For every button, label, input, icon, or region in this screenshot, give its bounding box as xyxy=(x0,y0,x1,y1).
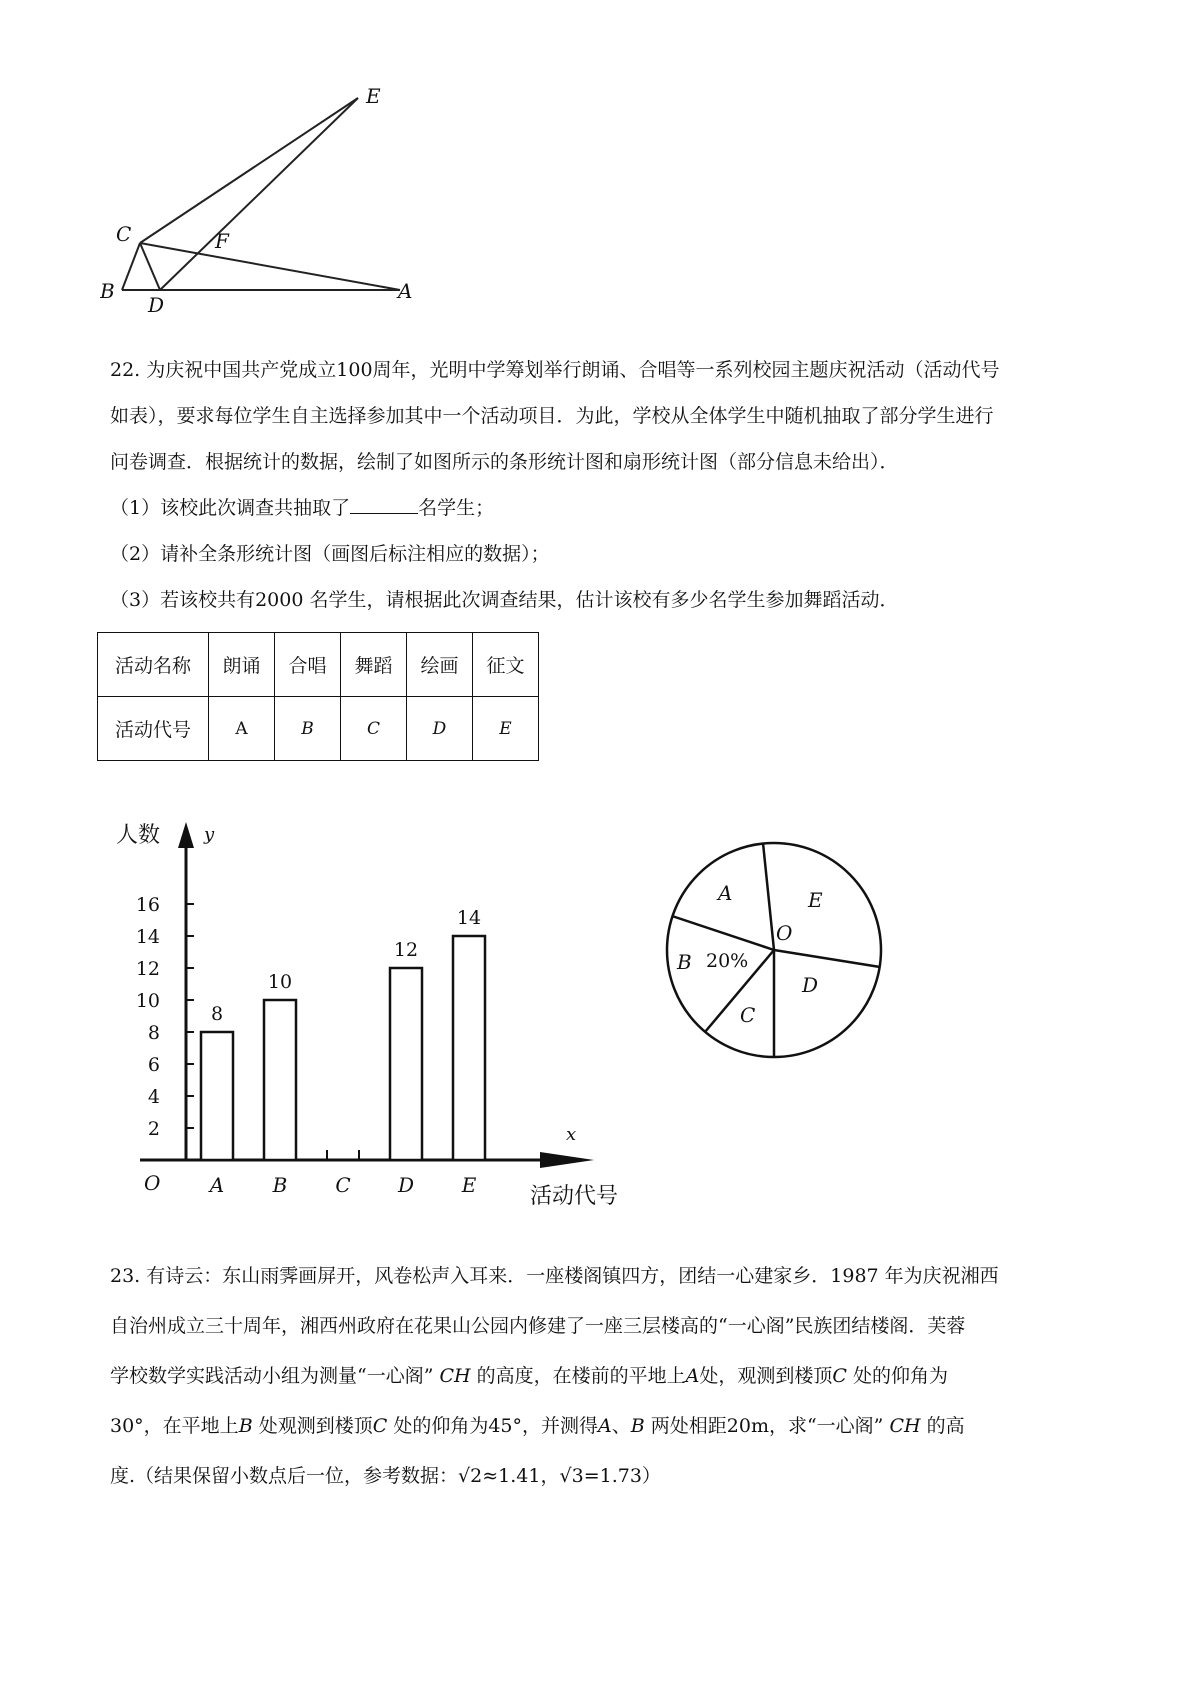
point-label-C: C xyxy=(116,222,132,246)
point-label-A: A xyxy=(398,279,413,303)
q23-text: 两处相距20m，求“一心阁” xyxy=(650,1415,884,1437)
bar-value-label: 14 xyxy=(456,907,482,929)
pie-slice-label-A: A xyxy=(718,881,733,905)
q22-stem-text: 为庆祝中国共产党成立100周年，光明中学筹划举行朗诵、合唱等一系列校园主题庆祝活动（活动代号 xyxy=(146,359,1000,381)
x-axis-title: 活动代号 xyxy=(530,1184,619,1209)
segment-CA xyxy=(140,243,400,290)
math-symbol: B xyxy=(630,1415,645,1437)
y-axis-symbol: y xyxy=(204,824,215,845)
q22-stem-line-3: 问卷调查．根据统计的数据，绘制了如图所示的条形统计图和扇形统计图（部分信息未给出）． xyxy=(110,451,899,473)
segment-CD xyxy=(140,243,160,290)
q23-line-4 xyxy=(110,1401,1100,1451)
table-cell: 活动代号 xyxy=(98,697,209,761)
q23-text: 的高度，在楼前的平地上 xyxy=(476,1365,686,1387)
pie-divider-A-E xyxy=(763,843,774,950)
y-tick-label: 4 xyxy=(147,1086,160,1108)
x-category-label: C xyxy=(335,1173,351,1197)
table-cell: 活动名称 xyxy=(98,633,209,697)
q23-text: 有诗云：东山雨霁画屏开，风卷松声入耳来．一座楼阁镇四方，团结一心建家乡．1987 年为庆祝湘西 xyxy=(146,1265,999,1287)
math-symbol: B xyxy=(238,1415,253,1437)
bar-value-label: 8 xyxy=(210,1003,224,1025)
q23-text: 处，观测到楼顶 xyxy=(699,1365,833,1387)
pie-slice-value-B: 20% xyxy=(706,950,749,972)
q23-line-2: 自治州成立三十周年，湘西州政府在花果山公园内修建了一座三层楼高的“一心阁”民族团结楼阁．芙蓉 xyxy=(110,1315,966,1337)
q23-line-1 xyxy=(110,1251,1100,1301)
q22-sub-question-2: （2）请补全条形统计图（画图后标注相应的数据）； xyxy=(110,543,550,565)
point-label-F: F xyxy=(215,229,229,253)
table-cell: C xyxy=(341,697,407,761)
q22-sub-question-1 xyxy=(110,485,1100,531)
pie-slice-label-B: B xyxy=(677,950,692,974)
bar-B xyxy=(264,1000,296,1160)
q23-text: 度.（结果保留小数点后一位，参考数据： xyxy=(110,1465,459,1487)
segment-BC xyxy=(122,243,140,290)
pie-slice-label-D: D xyxy=(802,973,819,997)
table-cell: 征文 xyxy=(473,633,539,697)
pie-center-label: O xyxy=(776,921,793,945)
x-category-label: D xyxy=(397,1173,415,1197)
q23-text: 处的仰角为45°，并测得 xyxy=(393,1415,598,1437)
segment-CE xyxy=(140,98,358,243)
sub1-text-end: 名学生； xyxy=(418,497,495,519)
segment-DE xyxy=(160,98,358,290)
math-symbol: C xyxy=(832,1365,847,1387)
table-cell: E xyxy=(473,697,539,761)
math-symbol: A xyxy=(598,1415,612,1437)
math-symbol: A xyxy=(685,1365,700,1387)
q23-text: 、 xyxy=(611,1415,631,1437)
pie-slice-label-E: E xyxy=(808,888,823,912)
table-row xyxy=(98,697,539,761)
q23-text: 的高 xyxy=(926,1415,965,1437)
pie-chart xyxy=(650,830,910,1070)
bar-A xyxy=(201,1032,233,1160)
pie-divider-D-E xyxy=(774,950,880,967)
sub1-text: （1）该校此次调查共抽取了 xyxy=(110,497,351,519)
q23-text: 30°，在平地上 xyxy=(110,1415,239,1437)
table-cell: A xyxy=(209,697,275,761)
y-axis-arrow xyxy=(178,822,194,848)
table-row xyxy=(98,633,539,697)
question-number: 22. xyxy=(110,359,141,381)
math-symbol: CH xyxy=(439,1365,471,1387)
sqrt-3: √3 xyxy=(559,1465,584,1487)
answer-blank xyxy=(350,493,418,514)
sqrt-2: √2 xyxy=(458,1465,483,1487)
pie-divider-A-B xyxy=(672,916,774,950)
bar-D xyxy=(390,968,422,1160)
q22-stem-line-2: 如表），要求每位学生自主选择参加其中一个活动项目．为此，学校从全体学生中随机抽取了部分学生进行 xyxy=(110,405,994,427)
question-23 xyxy=(110,1251,1100,1501)
q22-stem-line-1 xyxy=(110,347,1100,393)
bar-chart xyxy=(110,810,650,1230)
q23-text: 处的仰角为 xyxy=(853,1365,949,1387)
y-tick-label: 12 xyxy=(135,958,160,980)
geometry-figure xyxy=(100,85,440,330)
q23-text: =1.73） xyxy=(583,1465,661,1487)
y-tick-label: 8 xyxy=(147,1022,160,1044)
q23-text: ≈1.41， xyxy=(482,1465,560,1487)
y-tick-label: 10 xyxy=(135,990,160,1012)
bar-E xyxy=(453,936,485,1160)
bar-value-label: 12 xyxy=(393,939,419,961)
table-cell: 绘画 xyxy=(407,633,473,697)
q23-line-3 xyxy=(110,1351,1100,1401)
y-tick-label: 2 xyxy=(147,1118,160,1140)
origin-label: O xyxy=(144,1171,161,1195)
q23-text: 处观测到楼顶 xyxy=(258,1415,373,1437)
table-cell: 舞蹈 xyxy=(341,633,407,697)
activity-code-table xyxy=(97,632,539,761)
q22-sub-question-3: （3）若该校共有2000 名学生，请根据此次调查结果，估计该校有多少名学生参加舞蹈活动． xyxy=(110,589,899,611)
question-number: 23. xyxy=(110,1265,141,1287)
x-axis-symbol: x xyxy=(566,1124,577,1145)
table-cell: 朗诵 xyxy=(209,633,275,697)
q23-line-5 xyxy=(110,1451,1100,1501)
y-tick-label: 14 xyxy=(135,926,160,948)
x-axis-arrow xyxy=(540,1152,594,1168)
table-cell: 合唱 xyxy=(275,633,341,697)
x-category-label: A xyxy=(209,1173,225,1197)
x-category-label: E xyxy=(461,1173,477,1197)
point-label-E: E xyxy=(366,85,381,108)
bar-value-label: 10 xyxy=(267,971,293,993)
question-22 xyxy=(110,347,1100,623)
table-cell: D xyxy=(407,697,473,761)
table-cell: B xyxy=(275,697,341,761)
point-label-B: B xyxy=(100,279,115,303)
x-category-label: B xyxy=(272,1173,288,1197)
y-tick-label: 6 xyxy=(147,1054,160,1076)
math-symbol: CH xyxy=(889,1415,921,1437)
y-axis-title: 人数 xyxy=(116,823,161,848)
math-symbol: C xyxy=(372,1415,388,1437)
point-label-D: D xyxy=(148,293,165,317)
y-tick-label: 16 xyxy=(135,894,160,916)
pie-slice-label-C: C xyxy=(740,1003,756,1027)
q23-text: 学校数学实践活动小组为测量“一心阁” xyxy=(110,1365,434,1387)
